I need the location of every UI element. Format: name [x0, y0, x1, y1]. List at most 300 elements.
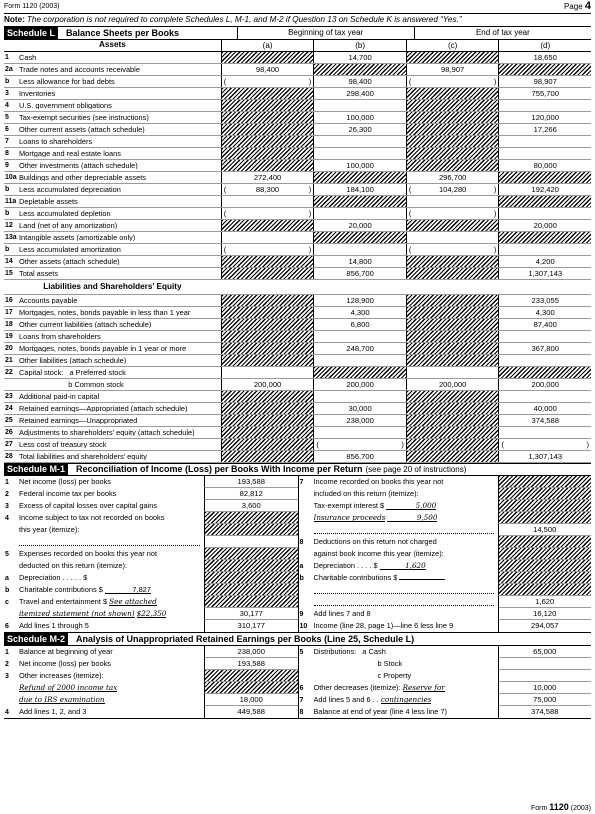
m1-line6-label: Add lines 1 through 5 — [19, 622, 89, 630]
m2-line2-amount[interactable]: 193,588 — [204, 658, 298, 670]
hatch-cell — [221, 391, 314, 402]
amount-col-d[interactable] — [498, 343, 591, 354]
line-num: 3 — [5, 502, 9, 510]
liab_rows-row — [4, 343, 591, 355]
close-paren: ) — [493, 184, 497, 194]
m2-line6-amount[interactable]: 10,000 — [498, 682, 592, 694]
m2-line3-label: Other increases (itemize): — [19, 672, 104, 680]
m1-line2-amount[interactable]: 82,812 — [204, 488, 298, 500]
amount-col-c[interactable] — [406, 208, 499, 219]
hatch-cell — [204, 584, 298, 596]
line-num: 25 — [5, 417, 13, 424]
m2-line-1 — [4, 646, 298, 658]
line-text: Total liabilities and shareholders’ equity — [19, 452, 147, 461]
amount-col-a[interactable] — [221, 64, 314, 75]
line-label — [4, 343, 221, 354]
line-label — [4, 196, 221, 207]
amount-col-b[interactable] — [313, 112, 406, 123]
amount-col-d[interactable] — [498, 391, 591, 402]
amount-col-c[interactable] — [406, 184, 499, 195]
amount-col-d[interactable] — [498, 52, 591, 63]
m1-line-10 — [299, 620, 592, 632]
line-letter: a — [299, 562, 304, 570]
hatch-cell — [498, 548, 592, 560]
line-label — [4, 52, 221, 63]
m1-line5b-label — [19, 586, 204, 594]
rows-row — [4, 136, 591, 148]
m2-line6-handwritten-2[interactable]: contingencies — [380, 695, 432, 704]
amount-col-d[interactable] — [498, 160, 591, 171]
line-letter: b — [299, 574, 304, 582]
m1-line5a-label: Depreciation . . . . . $ — [19, 574, 88, 582]
amount-col-d[interactable] — [498, 244, 591, 255]
m2-line7-text: Add lines 5 and 6 — [313, 695, 371, 704]
liab_rows-row — [4, 379, 591, 391]
liab_rows-row — [4, 427, 591, 439]
m2-line3-handwritten-2[interactable]: due to IRS examination — [19, 695, 105, 704]
schedule-m2-tag: Schedule M-2 — [4, 633, 68, 645]
hatch-cell — [204, 572, 298, 584]
m1-line-7e — [299, 524, 592, 536]
line-text: Additional paid-in capital — [19, 392, 100, 401]
m1-line8-amount[interactable]: 1,620 — [498, 596, 592, 608]
m1-line3-label: Excess of capital losses over capital gains — [19, 502, 158, 510]
amount-col-b[interactable] — [313, 136, 406, 147]
line-num: 4 — [5, 102, 9, 109]
m1-line-4b — [4, 524, 298, 536]
dollar-sign: $ — [393, 574, 398, 582]
close-paren: ) — [586, 439, 590, 449]
amount-col-b[interactable] — [313, 268, 406, 279]
m1-line5-label: Expenses recorded on books this year not — [19, 550, 158, 558]
amount-col-b[interactable] — [313, 160, 406, 171]
liab_rows-row — [4, 451, 591, 463]
amount-value: 238,000 — [346, 415, 374, 425]
m1-taxexempt-amount[interactable]: 5,000 — [386, 502, 436, 510]
amount-col-d[interactable] — [498, 379, 591, 390]
m1-line7-label-2: included on this return (itemize): — [313, 490, 419, 498]
m2-line1-amount[interactable]: 238,000 — [204, 646, 298, 658]
line-label — [4, 124, 221, 135]
line-num: 9 — [299, 610, 304, 618]
amount-col-b[interactable] — [313, 88, 406, 99]
line-text: Land (net of any amortization) — [19, 221, 118, 230]
rows-row — [4, 160, 591, 172]
amount-col-b[interactable] — [313, 148, 406, 159]
amount-value: 80,000 — [533, 160, 557, 170]
footer-form-label: Form — [530, 805, 548, 812]
amount-col-d[interactable] — [498, 148, 591, 159]
m2-body — [4, 646, 591, 719]
hatch-cell — [406, 256, 499, 267]
line-text: Retained earnings—Appropriated (attach schedule) — [19, 404, 188, 413]
amount-col-b[interactable] — [313, 307, 406, 318]
rows-row — [4, 172, 591, 184]
hatch-cell — [406, 451, 499, 462]
amount-col-a[interactable] — [221, 367, 314, 378]
m2-line2-label: Net income (loss) per books — [19, 660, 112, 668]
amount-col-d[interactable] — [498, 403, 591, 414]
hatch-cell — [221, 415, 314, 426]
schedule-l-title: Balance Sheets per Books — [66, 27, 180, 38]
m1-line7-itemize[interactable] — [314, 526, 494, 534]
amount-col-b[interactable] — [313, 355, 406, 366]
hatch-cell — [406, 52, 499, 63]
m2-stock-label: b Stock — [377, 660, 403, 668]
amount-col-b[interactable] — [313, 244, 406, 255]
col-d-head: (d) — [498, 40, 591, 51]
m2-line8-amount[interactable]: 374,588 — [498, 706, 592, 718]
m1-line8b-amount[interactable] — [399, 579, 445, 580]
amount-col-a[interactable] — [221, 379, 314, 390]
m1-left — [4, 476, 298, 632]
m1-line1-amount[interactable]: 193,588 — [204, 476, 298, 488]
m2-line6-text: Other decreases (itemize): — [313, 683, 401, 692]
amount-col-a[interactable] — [221, 76, 314, 87]
amount-col-d[interactable] — [498, 76, 591, 87]
dollar-sign: $ — [98, 585, 103, 594]
amount-col-a[interactable] — [221, 244, 314, 255]
m1-line9-amount[interactable]: 16,120 — [498, 608, 592, 620]
line-num: 7 — [299, 696, 304, 704]
m1-line-7c — [299, 500, 592, 512]
m2-line-5b — [299, 658, 592, 670]
hatch-cell — [221, 355, 314, 366]
line-label — [4, 295, 221, 306]
m2-line3-hw1-wrap — [19, 684, 204, 692]
line-text: Total assets — [19, 269, 59, 278]
amount-value: 200,000 — [438, 379, 467, 389]
page-number — [564, 1, 591, 12]
m2-line3-handwritten-1[interactable]: Refund of 2000 income tax — [19, 683, 118, 692]
m1-line6-amount[interactable]: 310,177 — [204, 620, 298, 632]
liab_rows-row — [4, 367, 591, 379]
amount-col-d[interactable] — [498, 88, 591, 99]
amount-value: 272,400 — [253, 172, 282, 182]
m1-line5c-text: Travel and entertainment — [19, 597, 101, 606]
line-text: Loans to shareholders — [19, 137, 93, 146]
amount-col-b[interactable] — [313, 295, 406, 306]
amount-col-d[interactable] — [498, 136, 591, 147]
amount-col-b[interactable] — [313, 319, 406, 330]
line-text: Mortgages, notes, bonds payable in less than 1 year — [19, 308, 191, 317]
line-num: 9 — [5, 162, 9, 169]
amount-col-d[interactable] — [498, 355, 591, 366]
hatch-cell — [221, 136, 314, 147]
line-num: 15 — [5, 270, 13, 277]
amount-col-b[interactable] — [313, 403, 406, 414]
m2-line6-handwritten[interactable]: Reserve for — [402, 683, 445, 692]
m1-line10-label: Income (line 28, page 1)—line 6 less line 9 — [313, 622, 454, 630]
line-label — [4, 439, 221, 450]
hatch-cell — [406, 343, 499, 354]
hatch-cell — [406, 331, 499, 342]
amount-col-d[interactable] — [498, 319, 591, 330]
amount-value: 30,000 — [348, 403, 372, 413]
liab_rows-row — [4, 307, 591, 319]
m1-line-5b-row — [4, 584, 298, 596]
note-text: The corporation is not required to complete Schedules L, M-1, and M-2 if Question 13 on Schedule K is answered “Yes.” — [26, 14, 462, 24]
m1-line4-amount[interactable] — [204, 536, 298, 548]
hatch-cell — [313, 196, 406, 207]
liab_rows-row — [4, 355, 591, 367]
line-num: 16 — [5, 297, 13, 304]
amount-col-b[interactable] — [313, 379, 406, 390]
hatch-cell — [406, 160, 499, 171]
m2-line3-amount[interactable]: 18,000 — [204, 694, 298, 706]
amount-col-d[interactable] — [498, 184, 591, 195]
assets-header: Assets — [98, 40, 126, 50]
amount-col-b[interactable] — [313, 256, 406, 267]
amount-col-b[interactable] — [313, 439, 406, 450]
amount-col-b[interactable] — [313, 184, 406, 195]
line-text: Other assets (attach schedule) — [19, 257, 120, 266]
m2-property-label: c Property — [377, 672, 412, 680]
amount-col-d[interactable] — [498, 415, 591, 426]
amount-col-d[interactable] — [498, 256, 591, 267]
hatch-cell — [221, 220, 314, 231]
open-paren: ( — [408, 76, 412, 86]
form-year: Form 1120 (2003) — [4, 3, 60, 10]
amount-col-c[interactable] — [406, 367, 499, 378]
m1-line8-itemize-2[interactable] — [314, 598, 494, 606]
line-label — [4, 379, 221, 390]
amount-value: 20,000 — [533, 220, 557, 230]
amount-col-c[interactable] — [406, 244, 499, 255]
hatch-cell — [204, 512, 298, 524]
line-text: Cash — [19, 53, 37, 62]
hatch-cell — [204, 548, 298, 560]
amount-col-d[interactable] — [498, 451, 591, 462]
amount-col-d[interactable] — [498, 331, 591, 342]
m1-line-5a — [4, 572, 298, 584]
amount-col-d[interactable] — [498, 112, 591, 123]
line-text: Less allowance for bad debts — [19, 77, 115, 86]
close-paren: ) — [308, 184, 312, 194]
m2-line5-label — [314, 648, 498, 655]
amount-col-b[interactable] — [313, 451, 406, 462]
amount-value: 200,000 — [346, 379, 374, 389]
m2-line-3 — [4, 670, 298, 682]
hatch-cell — [406, 295, 499, 306]
line-num: 7 — [299, 478, 304, 486]
hatch-cell — [204, 560, 298, 572]
amount-col-b[interactable] — [313, 124, 406, 135]
dollar-sign: $ — [83, 574, 88, 582]
line-text: Other current assets (attach schedule) — [19, 125, 145, 134]
hatch-cell — [406, 439, 499, 450]
line-label — [4, 100, 221, 111]
amount-col-d[interactable] — [498, 124, 591, 135]
m2-line-8 — [299, 706, 592, 718]
m1-line8a-label: Depreciation . . . . $ 1,620 — [313, 561, 426, 570]
m1-right — [298, 476, 592, 632]
m1-line8a-amount[interactable]: 1,620 — [380, 562, 426, 570]
schedule-l-tag: Schedule L — [4, 27, 58, 39]
hatch-cell — [221, 100, 314, 111]
line-num: 27 — [5, 441, 13, 448]
amount-col-a[interactable] — [221, 184, 314, 195]
hatch-cell — [406, 268, 499, 279]
line-letter: b — [5, 586, 10, 594]
line-label — [4, 136, 221, 147]
m1-line-5b — [4, 560, 298, 572]
hatch-cell — [498, 536, 592, 548]
amount-value: 4,200 — [535, 256, 555, 266]
m2-line7-amount[interactable]: 75,000 — [498, 694, 592, 706]
amount-col-d[interactable] — [498, 427, 591, 438]
amount-value: 128,900 — [346, 295, 374, 305]
m1-line5b-amount[interactable]: 7,827 — [105, 586, 151, 594]
amount-col-b[interactable] — [313, 100, 406, 111]
rows-row — [4, 64, 591, 76]
line-num: 6 — [299, 684, 304, 692]
m2-stock-amount[interactable] — [498, 658, 592, 670]
m2-left — [4, 646, 298, 718]
line-label — [4, 307, 221, 318]
amount-col-c[interactable] — [406, 64, 499, 75]
amount-value: 192,420 — [531, 184, 559, 194]
m1-line10-amount[interactable]: 294,057 — [498, 620, 592, 632]
m1-line7-insurance — [314, 514, 498, 522]
open-paren: ( — [408, 208, 412, 218]
page-label: Page — [563, 2, 583, 11]
hatch-cell — [313, 64, 406, 75]
amount-value: 98,907 — [441, 64, 465, 74]
amount-col-d[interactable] — [498, 208, 591, 219]
amount-col-b[interactable] — [313, 343, 406, 354]
m1-line-4c — [4, 536, 298, 548]
line-num: 1 — [5, 54, 9, 61]
line-label — [4, 427, 221, 438]
hatch-cell — [406, 220, 499, 231]
amount-col-b[interactable] — [313, 208, 406, 219]
line-text: Other liabilities (attach schedule) — [19, 356, 127, 365]
amount-value: 120,000 — [531, 112, 559, 122]
page-num-value: 4 — [584, 0, 591, 12]
line-num: 17 — [5, 309, 13, 316]
amount-col-c[interactable] — [406, 76, 499, 87]
line-num: 19 — [5, 333, 13, 340]
m1-line-7 — [299, 476, 592, 488]
line-num: 14 — [5, 258, 13, 265]
amount-col-c[interactable] — [406, 379, 499, 390]
amount-col-d[interactable] — [498, 295, 591, 306]
footer-year: (2003) — [570, 805, 591, 812]
m1-line5-total[interactable]: 30,177 — [204, 608, 298, 620]
m1-line-9 — [299, 608, 592, 620]
m2-line4-amount[interactable]: 449,588 — [204, 706, 298, 718]
m1-line7-amount[interactable]: 14,500 — [498, 524, 592, 536]
m1-line-3 — [4, 500, 298, 512]
amount-col-b[interactable] — [313, 52, 406, 63]
amount-col-c[interactable] — [406, 232, 499, 243]
m1-line-8a-row — [299, 560, 592, 572]
amount-value: 26,300 — [348, 124, 372, 134]
amount-col-a[interactable] — [221, 208, 314, 219]
line-label — [4, 403, 221, 414]
line-text: Adjustments to shareholders’ equity (attach schedule) — [19, 428, 195, 437]
line-text: Accounts payable — [19, 296, 78, 305]
amount-col-d[interactable] — [498, 307, 591, 318]
m2-line3-hw2-wrap — [19, 696, 204, 704]
amount-col-a[interactable] — [221, 232, 314, 243]
amount-value: 184,100 — [346, 184, 374, 194]
m1-line4-label: Income subject to tax not recorded on books — [19, 514, 165, 522]
m1-insurance-amount[interactable]: 9,500 — [387, 514, 437, 522]
line-num: 23 — [5, 393, 13, 400]
close-paren: ) — [493, 76, 497, 86]
footer-form-number: 1120 — [549, 802, 569, 812]
m1-line-5c-row2 — [4, 608, 298, 620]
line-num: 6 — [5, 126, 9, 133]
amount-col-d[interactable] — [498, 100, 591, 111]
hatch-cell — [221, 52, 314, 63]
m1-line8-itemize[interactable] — [314, 586, 494, 594]
m1-line4-itemize[interactable] — [19, 538, 200, 546]
amount-col-b[interactable] — [313, 415, 406, 426]
line-num: 2 — [5, 660, 9, 668]
amount-col-d[interactable] — [498, 268, 591, 279]
m1-line5c-detail — [19, 610, 204, 618]
amount-value: 100,000 — [346, 160, 374, 170]
line-num: 1 — [5, 478, 9, 486]
amount-value: 4,300 — [350, 307, 370, 317]
m1-line7-label: Income recorded on books this year not — [313, 478, 444, 486]
open-paren: ( — [223, 76, 227, 86]
amount-col-a[interactable] — [221, 196, 314, 207]
hatch-cell — [221, 148, 314, 159]
m2-cash-amount[interactable]: 65,000 — [498, 646, 592, 658]
line-num: 2a — [5, 66, 13, 73]
page-footer — [531, 803, 591, 812]
line-label — [4, 391, 221, 402]
line-label — [4, 184, 221, 195]
amount-value: 200,000 — [531, 379, 559, 389]
line-num: 26 — [5, 429, 13, 436]
amount-col-b[interactable] — [313, 427, 406, 438]
liab_rows-row — [4, 295, 591, 307]
hatch-cell — [406, 355, 499, 366]
amount-col-b[interactable] — [313, 391, 406, 402]
hatch-cell — [221, 427, 314, 438]
hatch-cell — [221, 331, 314, 342]
m1-line3-amount[interactable]: 3,600 — [204, 500, 298, 512]
line-num: 1 — [5, 648, 9, 656]
amount-col-b[interactable] — [313, 220, 406, 231]
line-num: 5 — [299, 648, 304, 656]
amount-col-a[interactable] — [221, 172, 314, 183]
m1-line5a-text: Depreciation — [19, 574, 61, 582]
amount-col-b[interactable] — [313, 76, 406, 87]
m1-line-8b — [299, 548, 592, 560]
liab_rows-row — [4, 319, 591, 331]
schedule-m1-tag: Schedule M-1 — [4, 464, 68, 475]
amount-col-d[interactable] — [498, 220, 591, 231]
amount-col-b[interactable] — [313, 331, 406, 342]
line-num: b — [5, 246, 10, 253]
close-paren: ) — [493, 208, 497, 218]
amount-col-c[interactable] — [406, 196, 499, 207]
line-num: 3 — [5, 90, 9, 97]
amount-col-d[interactable] — [498, 439, 591, 450]
note-label: Note: — [4, 14, 25, 24]
amount-col-c[interactable] — [406, 172, 499, 183]
liabilities-table — [4, 295, 591, 463]
open-paren: ( — [501, 439, 504, 449]
m2-line-6 — [299, 682, 592, 694]
m2-property-amount[interactable] — [498, 670, 592, 682]
